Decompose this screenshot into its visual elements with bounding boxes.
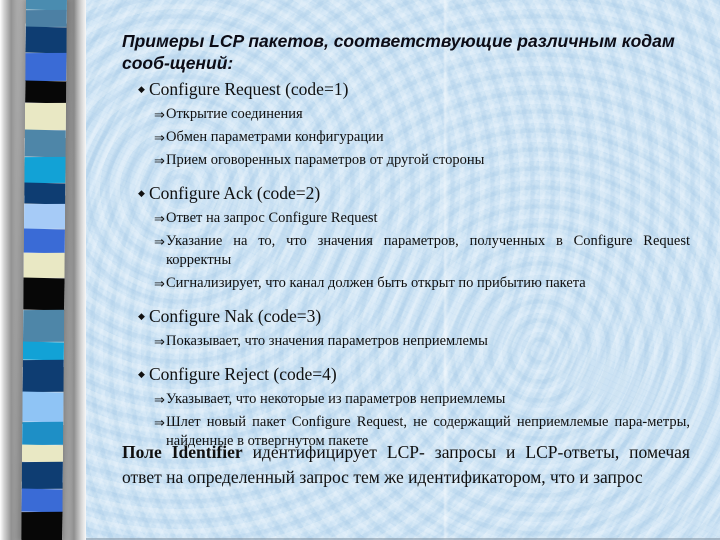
bullet-label: Configure Request (code=1) [149, 79, 349, 99]
sub-bullet-label: Указание на то, что значения параметров, полученных в Configure Request корректны [166, 233, 690, 268]
double-arrow-icon: ⇒ [154, 153, 165, 168]
color-block [22, 445, 63, 463]
color-block [23, 360, 64, 392]
color-block [26, 27, 67, 54]
double-arrow-icon: ⇒ [154, 415, 165, 430]
sub-bullet-item [154, 128, 690, 147]
color-block [23, 278, 64, 311]
colored-blocks-strip [21, 0, 67, 540]
color-block [25, 81, 66, 104]
bullet-list [138, 66, 690, 451]
color-block [22, 422, 63, 445]
color-block [24, 157, 65, 183]
slide-title: Примеры LCP пакетов, соответствующие различным кодам сооб-щений: [122, 31, 675, 73]
bullet-label: Configure Reject (code=4) [149, 364, 337, 384]
sub-bullet-item [154, 332, 690, 351]
double-arrow-icon: ⇒ [154, 276, 165, 291]
sub-bullet-label: Открытие соединения [166, 106, 303, 122]
color-block [22, 392, 63, 423]
sub-bullet-item [154, 232, 690, 270]
footer-regular-text: идентифицирует LCP- запросы и LCP-ответы, помечая ответ на определенный запрос тем же идентификатором, что и запрос [122, 442, 690, 487]
sub-bullet-label: Прием оговоренных параметров от другой стороны [166, 152, 485, 168]
double-arrow-icon: ⇒ [154, 130, 165, 145]
bullet-label: Configure Nak (code=3) [149, 306, 322, 326]
double-arrow-icon: ⇒ [154, 234, 165, 249]
color-block [22, 489, 63, 513]
sub-bullet-item [154, 274, 690, 293]
color-block [25, 53, 66, 81]
color-block [24, 204, 65, 229]
footer-bold-text: Поле Identifier [122, 442, 243, 462]
color-block [25, 103, 66, 130]
sub-bullet-item [154, 209, 690, 228]
double-arrow-icon: ⇒ [154, 211, 165, 226]
bullet-item [138, 78, 690, 101]
double-arrow-icon: ⇒ [154, 334, 165, 349]
color-block [24, 183, 65, 205]
decorative-left-column [0, 0, 86, 540]
bullet-item [138, 363, 690, 386]
diamond-bullet-icon: ◆ [138, 188, 145, 198]
diamond-bullet-icon: ◆ [138, 369, 145, 379]
sub-bullet-label: Показывает, что значения параметров неприемлемы [166, 333, 488, 349]
color-block [21, 512, 62, 540]
double-arrow-icon: ⇒ [154, 107, 165, 122]
sub-bullet-item [154, 151, 690, 170]
color-block [24, 253, 65, 278]
color-block [26, 10, 67, 27]
color-block [23, 342, 64, 361]
sub-bullet-label: Шлет новый пакет Configure Request, не содержащий неприемлемые пара-метры, найденные в отвергнутом пакете [166, 414, 690, 449]
bullet-item [138, 305, 690, 328]
footer-paragraph [122, 440, 690, 490]
color-block [22, 462, 63, 489]
sub-bullet-item [154, 390, 690, 409]
diamond-bullet-icon: ◆ [138, 311, 145, 321]
color-block [25, 130, 66, 158]
sub-bullet-label: Обмен параметрами конфигурации [166, 129, 384, 145]
sub-bullet-label: Ответ на запрос Configure Request [166, 210, 378, 226]
bullet-label: Configure Ack (code=2) [149, 183, 321, 203]
bullet-item [138, 182, 690, 205]
color-block [23, 310, 64, 342]
sub-bullet-item [154, 105, 690, 124]
diamond-bullet-icon: ◆ [138, 84, 145, 94]
color-block [24, 229, 65, 254]
double-arrow-icon: ⇒ [154, 392, 165, 407]
sub-bullet-label: Сигнализирует, что канал должен быть открыт по прибытию пакета [166, 275, 586, 291]
sub-bullet-label: Указывает, что некоторые из параметров неприемлемы [166, 391, 506, 407]
